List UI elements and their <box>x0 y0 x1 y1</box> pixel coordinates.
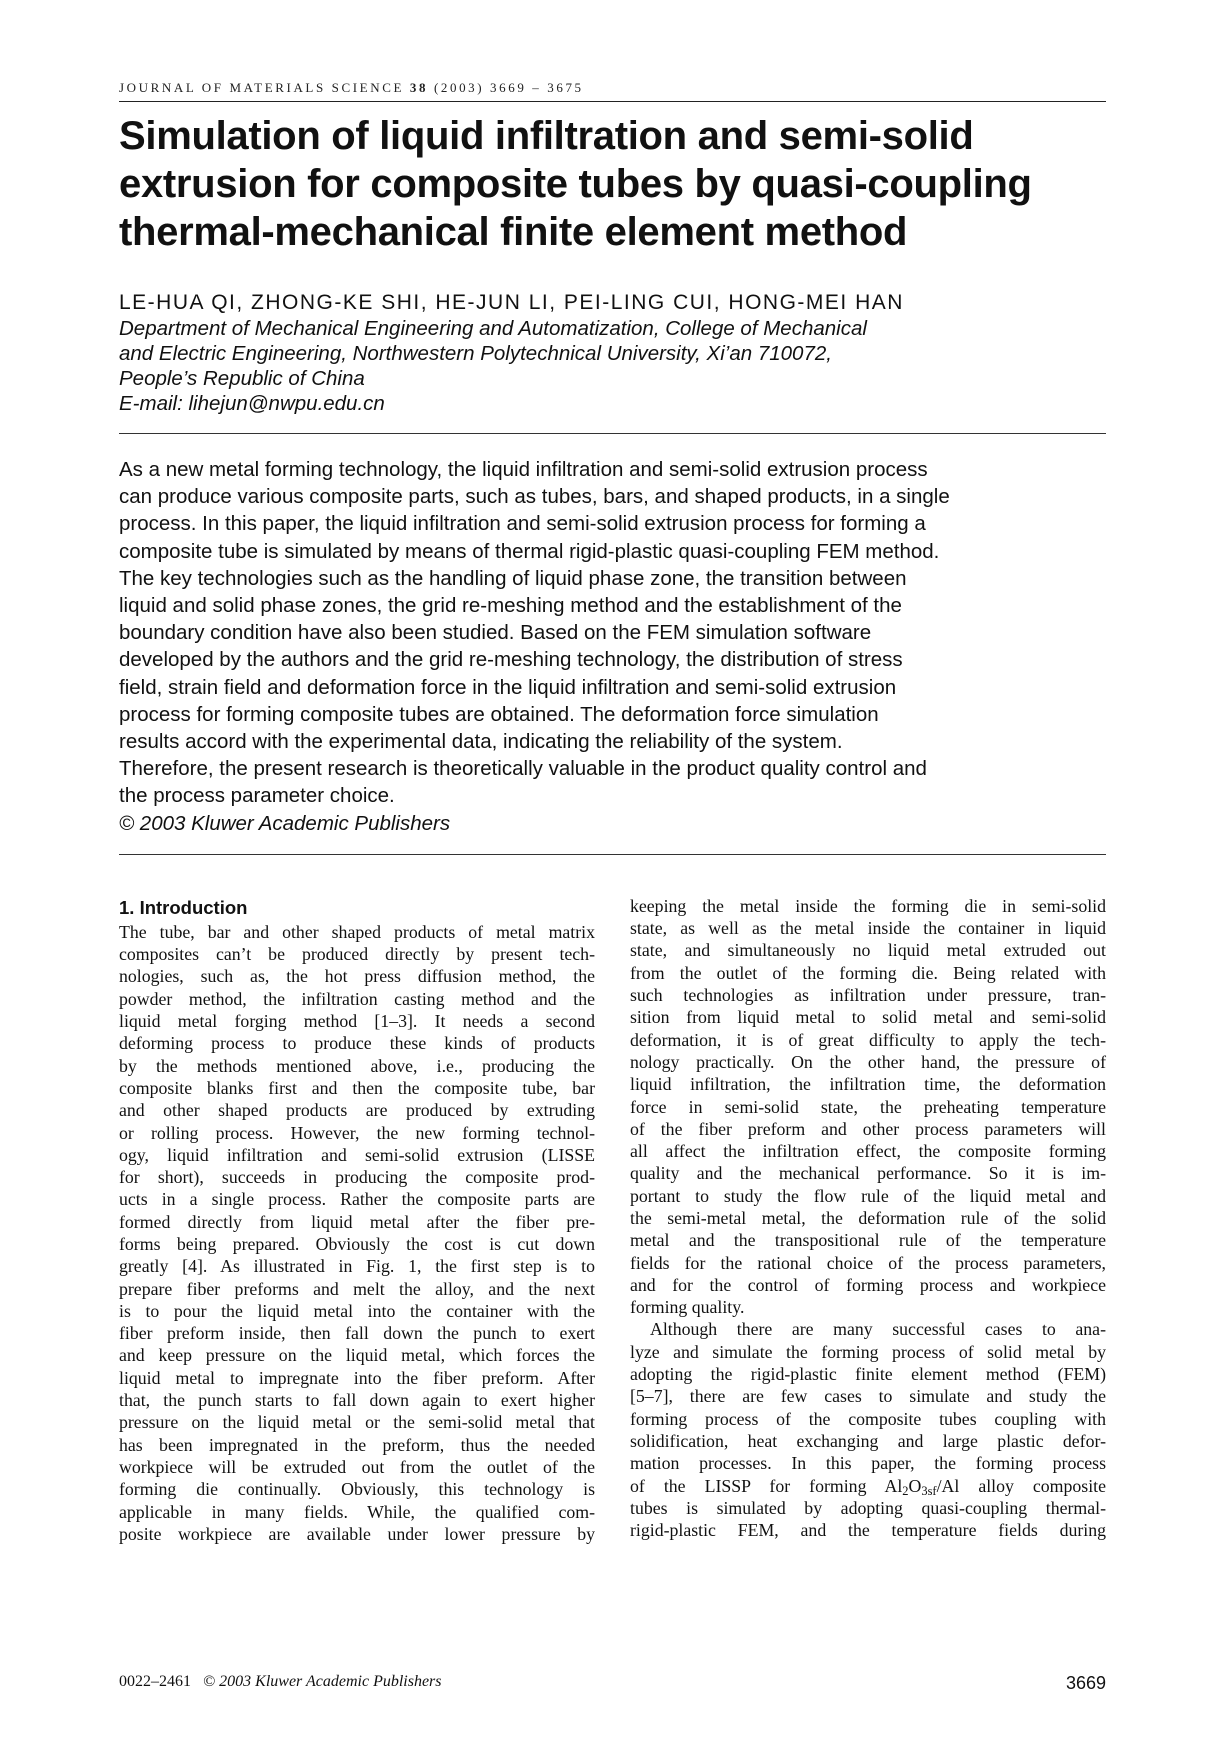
text-line: composites can’t be produced directly by present tech- <box>119 944 595 965</box>
text-line: The tube, bar and other shaped products of metal matrix <box>119 921 595 942</box>
contact-email: E-mail: lihejun@nwpu.edu.cn <box>119 392 385 415</box>
author-list: LE-HUA QI, ZHONG-KE SHI, HE-JUN LI, PEI-LING CUI, HONG-MEI HAN <box>119 291 904 314</box>
text-line: is to pour the liquid metal into the container with the <box>119 1300 595 1321</box>
text-line: the semi-metal metal, the deformation rule of the solid <box>630 1208 1106 1228</box>
abstract-line: boundary condition have also been studied. Based on the FEM simulation software <box>119 621 872 645</box>
text-line: state, as well as the metal inside the container in liquid <box>630 918 1106 939</box>
text-line: and keep pressure on the liquid metal, which forces the <box>119 1345 595 1366</box>
formula-subscript: 2 <box>902 1483 909 1498</box>
paper-page <box>119 78 1106 1655</box>
title-line: extrusion for composite tubes by quasi-coupling <box>119 162 1032 206</box>
text-line: liquid infiltration, the infiltration time, the deformation <box>630 1074 1106 1095</box>
text-line: deforming process to produce these kinds of products <box>119 1033 595 1054</box>
footer-publisher: © 2003 Kluwer Academic Publishers <box>203 1673 442 1690</box>
abstract <box>119 456 1106 837</box>
affiliation-line: and Electric Engineering, Northwestern Polytechnical University, Xi’an 710072, <box>119 342 832 365</box>
text-line: quality and the mechanical performance. So it is im- <box>630 1163 1106 1184</box>
text-line: sition from liquid metal to solid metal and semi-solid <box>630 1007 1106 1028</box>
text-line: forming die continually. Obviously, this technology is <box>119 1479 595 1500</box>
abstract-line: As a new metal forming technology, the liquid infiltration and semi-solid extrusion process <box>119 458 928 481</box>
text-line: forming process of the composite tubes coupling with <box>630 1408 1106 1429</box>
page-number: 3669 <box>1065 1673 1106 1693</box>
text-line: by the methods mentioned above, i.e., producing the <box>119 1055 595 1076</box>
text-line: solidification, heat exchanging and large plastic defor- <box>630 1430 1106 1451</box>
text-line: composite blanks first and then the composite tube, bar <box>119 1077 595 1098</box>
journal-year-pages: (2003) 3669 – 3675 <box>433 80 584 95</box>
text-line: applicable in many fields. While, the qualified com- <box>119 1501 595 1522</box>
text-line: from the outlet of the forming die. Being related with <box>630 962 1106 983</box>
formula-subscript: 3sf <box>921 1483 937 1498</box>
text-line: formed directly from liquid metal after the fiber pre- <box>119 1211 595 1232</box>
text-line: has been impregnated in the preform, thus the needed <box>119 1434 595 1455</box>
abstract-line: composite tube is simulated by means of thermal rigid-plastic quasi-coupling FEM method. <box>119 539 940 563</box>
left-column <box>119 895 595 1545</box>
page-footer <box>119 1673 1106 1695</box>
journal-volume: 38 <box>409 80 429 95</box>
text-line: all affect the infiltration effect, the composite forming <box>630 1141 1106 1162</box>
text-line: portant to study the flow rule of the liquid metal and <box>630 1185 1106 1206</box>
formula-text: /Al alloy composite <box>936 1475 1106 1496</box>
footer-issn: 0022–2461 <box>119 1673 191 1690</box>
text-line: mation processes. In this paper, the forming process <box>630 1453 1106 1474</box>
text-line: adopting the rigid-plastic finite element method (FEM) <box>630 1364 1106 1385</box>
abstract-copyright: © 2003 Kluwer Academic Publishers <box>119 811 451 835</box>
text-line: fiber preform inside, then fall down the punch to exert <box>119 1323 595 1344</box>
text-line: rigid-plastic FEM, and the temperature fields during <box>630 1520 1106 1541</box>
text-line: prepare fiber preforms and melt the alloy, and the next <box>119 1278 595 1299</box>
affiliation-line: People’s Republic of China <box>119 367 365 390</box>
text-line: posite workpiece are available under lower pressure by <box>119 1523 595 1544</box>
header-rule <box>119 101 1106 102</box>
abstract-line: can produce various composite parts, such as tubes, bars, and shaped products, in a single <box>119 485 950 509</box>
formula-text: O <box>908 1475 922 1496</box>
text-line: of the fiber preform and other process parameters will <box>630 1118 1106 1139</box>
text-line: such technologies as infiltration under pressure, tran- <box>630 985 1106 1006</box>
text-line: ogy, liquid infiltration and semi-solid extrusion (LISSE <box>119 1144 595 1165</box>
formula-line <box>630 1475 1106 1497</box>
formula-text: of the LISSP for forming Al <box>630 1475 903 1496</box>
text-line: forms being prepared. Obviously the cost is cut down <box>119 1234 595 1254</box>
abstract-line: results accord with the experimental data, indicating the reliability of the system. <box>119 730 843 754</box>
text-line: workpiece will be extruded out from the outlet of the <box>119 1456 595 1477</box>
affiliation <box>119 316 1106 416</box>
abstract-top-rule <box>119 433 1106 434</box>
text-line: liquid metal forging method [1–3]. It needs a second <box>119 1011 595 1032</box>
title-line: thermal-mechanical finite element method <box>119 210 908 254</box>
text-line: deformation, it is of great difficulty to apply the tech- <box>630 1029 1106 1050</box>
text-line: and for the control of forming process and workpiece <box>630 1274 1106 1295</box>
text-line: pressure on the liquid metal or the semi-solid metal that <box>119 1412 595 1433</box>
running-head <box>119 78 1106 98</box>
text-line: that, the punch starts to fall down again to exert higher <box>119 1390 595 1411</box>
body-columns <box>119 895 1106 1655</box>
text-line: [5–7], there are few cases to simulate and study the <box>630 1386 1106 1407</box>
text-line: fields for the rational choice of the process parameters, <box>630 1252 1106 1273</box>
text-line: greatly [4]. As illustrated in Fig. 1, the first step is to <box>119 1256 595 1277</box>
text-line: nology practically. On the other hand, the pressure of <box>630 1051 1106 1072</box>
text-line: for short), succeeds in producing the composite prod- <box>119 1167 595 1188</box>
affiliation-line: Department of Mechanical Engineering and Automatization, College of Mechanical <box>119 317 867 340</box>
abstract-line: Therefore, the present research is theoretically valuable in the product quality control and <box>119 757 927 781</box>
text-line: state, and simultaneously no liquid metal extruded out <box>630 940 1106 961</box>
footer-copyright <box>119 1673 442 1691</box>
text-line: force in semi-solid state, the preheating temperature <box>630 1096 1106 1117</box>
paper-title <box>119 112 1106 256</box>
abstract-line: process for forming composite tubes are obtained. The deformation force simulation <box>119 702 879 726</box>
right-column <box>630 895 1106 1542</box>
abstract-text: the process parameter choice. <box>119 784 395 808</box>
text-line: ucts in a single process. Rather the composite parts are <box>119 1189 595 1210</box>
section-heading: 1. Introduction <box>119 896 248 918</box>
text-line: tubes is simulated by adopting quasi-coupling thermal- <box>630 1497 1106 1518</box>
text-line: or rolling process. However, the new forming technol- <box>119 1122 595 1143</box>
title-line: Simulation of liquid infiltration and semi-solid <box>119 114 974 158</box>
abstract-bottom-rule <box>119 854 1106 855</box>
text-line: and other shaped products are produced by extruding <box>119 1100 595 1121</box>
text-line: forming quality. <box>630 1297 745 1318</box>
abstract-line: process. In this paper, the liquid infiltration and semi-solid extrusion process for forming a <box>119 512 926 536</box>
text-line: lyze and simulate the forming process of solid metal by <box>630 1341 1106 1362</box>
journal-name: JOURNAL OF MATERIALS SCIENCE <box>119 80 405 95</box>
abstract-line: developed by the authors and the grid re-meshing technology, the distribution of stress <box>119 648 903 672</box>
abstract-line: liquid and solid phase zones, the grid re-meshing method and the establishment of the <box>119 594 902 618</box>
text-line: nologies, such as, the hot press diffusion method, the <box>119 966 595 987</box>
text-line: metal and the transpositional rule of the temperature <box>630 1230 1106 1251</box>
abstract-line: field, strain field and deformation force in the liquid infiltration and semi-solid extrusion <box>119 675 897 699</box>
text-line: powder method, the infiltration casting method and the <box>119 988 595 1009</box>
text-line: liquid metal to impregnate into the fiber preform. After <box>119 1367 595 1388</box>
abstract-line: The key technologies such as the handling of liquid phase zone, the transition between <box>119 566 907 590</box>
text-line: Although there are many successful cases to ana- <box>650 1319 1106 1340</box>
text-line: keeping the metal inside the forming die in semi-solid <box>630 895 1106 916</box>
abstract-line <box>119 782 1106 836</box>
